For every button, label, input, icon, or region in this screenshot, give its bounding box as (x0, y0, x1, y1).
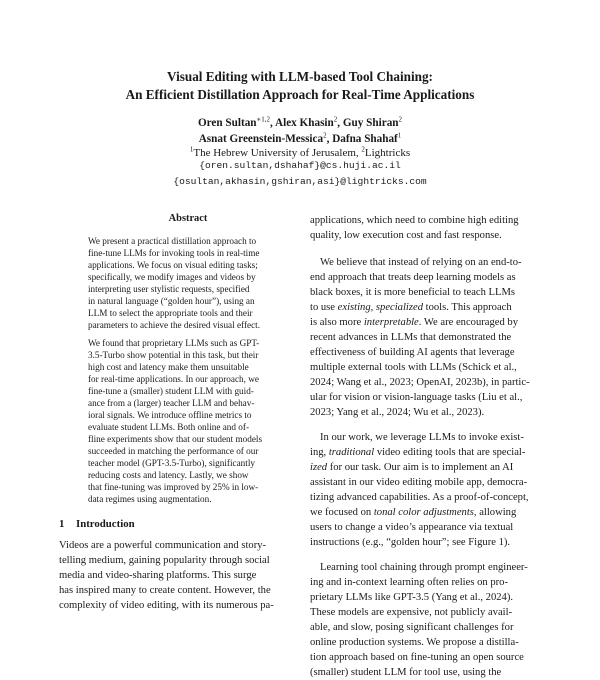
text-line: In our work, we leverage LLMs to invoke exist- (320, 432, 524, 443)
section-title: Introduction (76, 518, 135, 530)
text-line: able, and slow, posing significant challenges for (310, 622, 514, 633)
text-line: interpreting user stylistic requests, specified (88, 284, 250, 294)
email-line-1: {oren.sultan,dshahaf}@cs.huji.ac.il (199, 160, 401, 171)
text-line: black boxes, it is more beneficial to teach LLMs (310, 287, 516, 298)
text-run: ing, (310, 447, 329, 458)
text-line: online production systems. We propose a distilla- (310, 637, 519, 648)
text-line: fine-tune a (smaller) student LLM with guid- (88, 386, 254, 396)
text-line: fine-tune LLMs for invoking tools in real-time (88, 248, 260, 258)
text-line: Learning tool chaining through prompt engineer- (320, 562, 528, 573)
text-line: reducing costs and latency. Lastly, we show (88, 470, 249, 480)
section-heading (59, 517, 135, 531)
author-name: Guy Shiran (342, 117, 399, 129)
author-list-line-1: Oren Sultan$^{∗1,2}$, Alex Khasin$^2$, Guy Shiran$^2$ (197, 115, 403, 129)
text-line: instructions (e.g., “golden hour”; see Figure 1). (310, 537, 511, 548)
text-line: These models are expensive, not publicly avail- (310, 607, 513, 618)
author-name: Dafna Shahaf (332, 133, 398, 145)
text-line: effectiveness of building AI agents that leverage (310, 347, 515, 358)
text-line: multiple external tools with LLMs (Schick et al., (310, 362, 517, 373)
italic-run: ized (310, 462, 328, 473)
paragraph (310, 430, 556, 550)
text-line: fline experiments show that our student models (88, 434, 263, 444)
text-line: tizing advanced capabilities. As a proof-of-concept, (310, 492, 529, 503)
author-affil-mark: 2 (398, 115, 403, 124)
text-line: telling medium, gaining popularity through social (59, 555, 270, 566)
paragraph (310, 255, 556, 420)
text-line: evaluate student LLMs. Both online and of- (88, 422, 250, 432)
text-line: assistant in our video editing mobile app, democra- (310, 477, 528, 488)
text-run: tools. This approach (423, 302, 512, 313)
text-line: complexity of video editing, with its numerous pa- (59, 600, 274, 611)
left-column-text (59, 538, 305, 613)
text-line: specifically, we modify images and videos by (88, 272, 256, 282)
text-line: parameters to achieve the desired visual effect. (88, 320, 261, 330)
text-line: recent advances in LLMs that demonstrated the (310, 332, 512, 343)
author-affil-mark: 2 (323, 131, 327, 140)
text-run: is also more (310, 317, 364, 328)
text-line: We believe that instead of relying on an end-to- (320, 257, 522, 268)
text-line (310, 505, 556, 520)
section-number: 1 (59, 518, 65, 530)
right-column-text (310, 213, 556, 680)
text-line: applications, which need to combine high editing (310, 215, 519, 226)
text-line: media and video-sharing platforms. This surge (59, 570, 257, 581)
text-line (310, 300, 556, 315)
text-line: has inspired many to create content. However, the (59, 585, 271, 596)
text-line: (smaller) student LLM for tool use, using the (310, 667, 502, 678)
affil-mark: 2 (361, 145, 365, 154)
text-line: applications. We focus on visual editing tasks; (88, 260, 258, 270)
text-run: , allowing (473, 507, 517, 518)
affiliation-2: Lightricks (364, 147, 411, 159)
author-name: Oren Sultan (197, 117, 257, 129)
text-line: We present a practical distillation approach to (88, 236, 257, 246)
text-line: tion approach based on fine-tuning an open source (310, 652, 524, 663)
author-affil-mark: 2 (333, 115, 338, 124)
text-line (310, 460, 556, 475)
abstract-body (88, 235, 288, 511)
affiliation-1: The Hebrew University of Jerusalem, (193, 147, 362, 159)
text-line: users to change a video’s appearance via textual (310, 522, 514, 533)
text-run: to use (310, 302, 338, 313)
email-line-2: {osultan,akhasin,gshiran,asi}@lightricks.com (173, 176, 427, 187)
text-line: 3.5-Turbo show potential in this task, but their (88, 350, 259, 360)
italic-run: interpretable (363, 317, 419, 328)
abstract-heading: Abstract (168, 213, 208, 224)
text-run: we focused on (310, 507, 374, 518)
text-line: teacher model (GPT-3.5-Turbo), significantly (88, 458, 255, 468)
text-line: data regimes using augmentation. (88, 494, 212, 504)
text-line: 2023; Yang et al., 2024; Wu et al., 2023). (310, 407, 485, 418)
text-run: video editing tools that are special- (374, 447, 526, 458)
text-line: LLM to select the appropriate tools and their (88, 308, 253, 318)
paragraph-gap (310, 420, 556, 430)
text-line: prietary LLMs like GPT-3.5 (Yang et al., 2024). (310, 592, 514, 603)
paragraph-gap (310, 550, 556, 560)
text-line: that fine-tuning was improved by 25% in low- (88, 482, 259, 492)
text-line: quality, low execution cost and fast response. (310, 230, 502, 241)
paragraph (310, 560, 556, 680)
text-line: Videos are a powerful communication and story- (59, 540, 267, 551)
text-line: ular for vision or vision-language tasks (Liu et al., (310, 392, 523, 403)
author-affil-mark: ∗1,2 (256, 115, 271, 124)
author-name: Alex Khasin (275, 117, 334, 129)
italic-run: traditional (328, 447, 375, 458)
abstract-paragraph (88, 235, 288, 331)
text-line: succeeded in matching the performance of our (88, 446, 259, 456)
text-line: high cost and latency make them unsuitable (88, 362, 249, 372)
text-line: for real-time applications. In our approach, we (88, 374, 259, 384)
text-line: We found that proprietary LLMs such as GPT- (88, 338, 260, 348)
italic-run: tonal color adjustments (373, 507, 474, 518)
text-line: in natural language (“golden hour”), using an (88, 296, 255, 306)
text-line: ing and in-context learning often relies on pro- (310, 577, 508, 588)
text-line (310, 315, 556, 330)
text-line: end approach that treats deep learning models as (310, 272, 516, 283)
paragraph-gap (310, 243, 556, 255)
italic-run: existing, specialized (337, 302, 423, 313)
author-list-line-2: Asnat Greenstein-Messica$^2$, Dafna Shahaf$^1$ (198, 131, 402, 145)
affil-mark: 1 (189, 145, 194, 154)
text-line: ioral signals. We introduce offline metrics to (88, 410, 252, 420)
author-name: Asnat Greenstein-Messica (198, 133, 324, 145)
text-line: ance from a (larger) teacher LLM and behav- (88, 398, 255, 408)
abstract-paragraph (88, 337, 288, 505)
paper-title-line-1: Visual Editing with LLM-based Tool Chaining: (167, 69, 433, 84)
text-line (310, 445, 556, 460)
paragraph (310, 213, 556, 243)
text-line: 2024; Wang et al., 2023; OpenAI, 2023b), in partic- (310, 377, 530, 388)
paper-title-line-2: An Efficient Distillation Approach for Real-Time Applications (125, 87, 475, 102)
author-affil-mark: 1 (397, 131, 402, 140)
text-run: for our task. Our aim is to implement an AI (327, 462, 514, 473)
text-run: . We are encouraged by (418, 317, 519, 328)
